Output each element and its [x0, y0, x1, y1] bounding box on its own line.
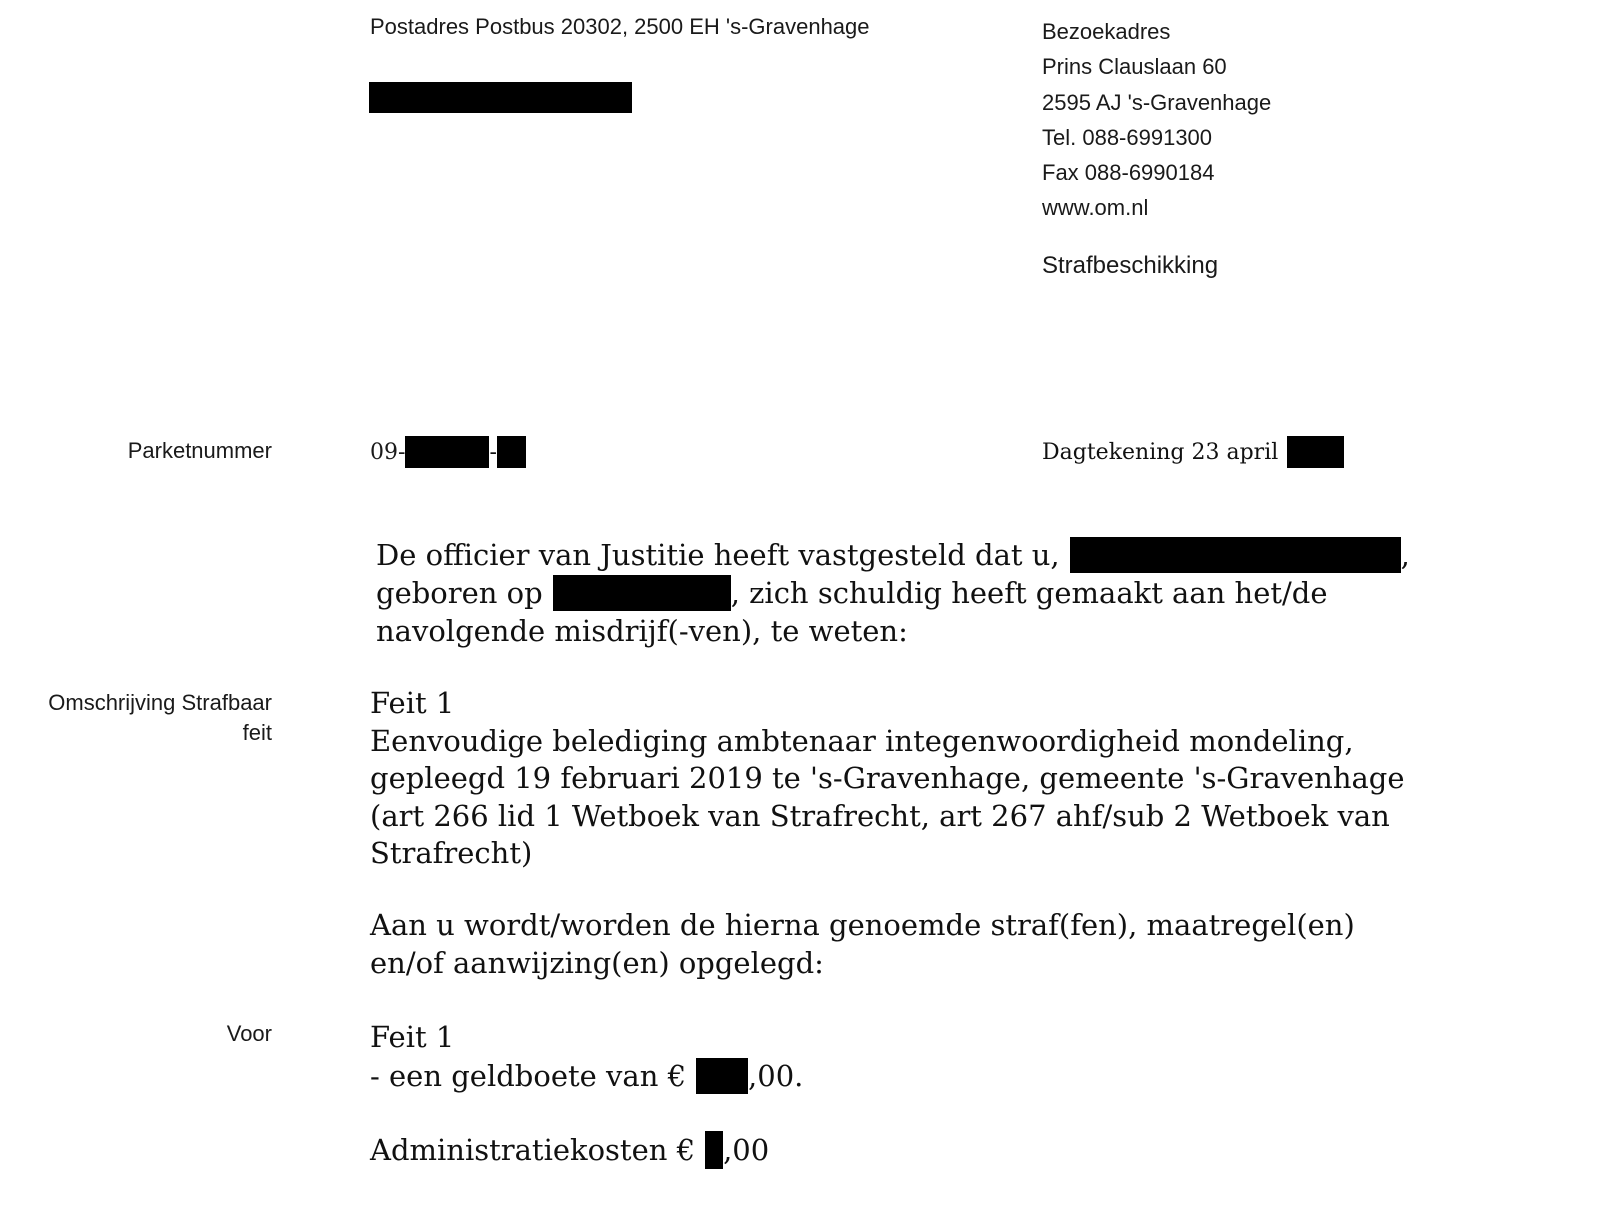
visit-address-title: Bezoekadres — [1042, 19, 1171, 44]
sanctions-intro-line-2: en/of aanwijzing(en) opgelegd: — [370, 945, 824, 980]
case-number-label: Parketnummer — [127, 438, 272, 463]
fine-line — [370, 1057, 803, 1095]
case-number-prefix: 09- — [370, 439, 406, 465]
intro-line-2 — [376, 574, 1328, 612]
offense-line-1: Eenvoudige belediging ambtenaar integenwoordigheid mondeling, — [370, 723, 1354, 758]
visit-address-fax: Fax 088-6990184 — [1042, 160, 1215, 186]
sanctions-intro — [370, 907, 1355, 982]
document-type: Strafbeschikking — [1042, 252, 1219, 279]
postal-address: Postadres Postbus 20302, 2500 EH 's-Gravenhage — [370, 14, 870, 39]
sanctions-intro-line-1: Aan u wordt/worden de hierna genoemde straf(fen), maatregel(en) — [370, 908, 1355, 942]
visit-address-city: 2595 AJ 's-Gravenhage — [1042, 89, 1272, 115]
date-label: Dagtekening 23 april — [1042, 439, 1279, 465]
visit-address-web: www.om.nl — [1042, 195, 1149, 221]
redacted-case-number-part1 — [405, 436, 489, 468]
admin-costs-line — [370, 1131, 769, 1169]
visit-address-street: Prins Clauslaan 60 — [1042, 54, 1227, 80]
case-number — [370, 434, 526, 470]
redacted-birthdate — [553, 575, 731, 611]
offense-line-2: gepleegd 19 februari 2019 te 's-Gravenhage, gemeente 's-Gravenhage — [370, 761, 1405, 795]
redacted-year — [1287, 436, 1344, 468]
offense-title: Feit 1 — [370, 686, 455, 720]
redacted-case-number-part2 — [497, 436, 526, 468]
intro-line-3: navolgende misdrijf(-ven), te weten: — [376, 614, 908, 648]
case-number-dash: - — [489, 439, 497, 465]
visit-address-block — [1042, 14, 1271, 226]
fine-prefix: - een geldboete van € — [370, 1059, 687, 1093]
offense-line-3: (art 266 lid 1 Wetboek van Strafrecht, art 267 ahf/sub 2 Wetboek van — [370, 798, 1390, 833]
redacted-recipient — [369, 82, 632, 113]
fine-suffix: ,00. — [748, 1059, 804, 1093]
intro-comma: , — [1400, 538, 1410, 572]
offense-line-4: Strafrecht) — [370, 836, 533, 870]
intro-text-3: , zich schuldig heeft gemaakt aan het/de — [730, 576, 1328, 610]
admin-costs-suffix: ,00 — [723, 1133, 770, 1167]
redacted-admin-amount — [705, 1131, 723, 1169]
offense-label — [0, 688, 272, 748]
intro-text-1: De officier van Justitie heeft vastgesteld dat u, — [376, 538, 1060, 572]
offense-description — [370, 685, 1405, 873]
intro-line-1 — [376, 536, 1410, 574]
penalty-label: Voor — [226, 1021, 272, 1046]
offense-label-line-1: Omschrijving Strafbaar — [48, 690, 272, 715]
penalty-title: Feit 1 — [370, 1020, 455, 1054]
visit-address-tel: Tel. 088-6991300 — [1042, 124, 1213, 150]
intro-text-2: geboren op — [376, 576, 543, 610]
redacted-name — [1070, 537, 1401, 573]
redacted-fine-amount — [696, 1058, 748, 1094]
date-line — [1042, 434, 1344, 470]
admin-costs-prefix: Administratiekosten € — [370, 1133, 696, 1167]
offense-label-line-2: feit — [242, 720, 272, 745]
